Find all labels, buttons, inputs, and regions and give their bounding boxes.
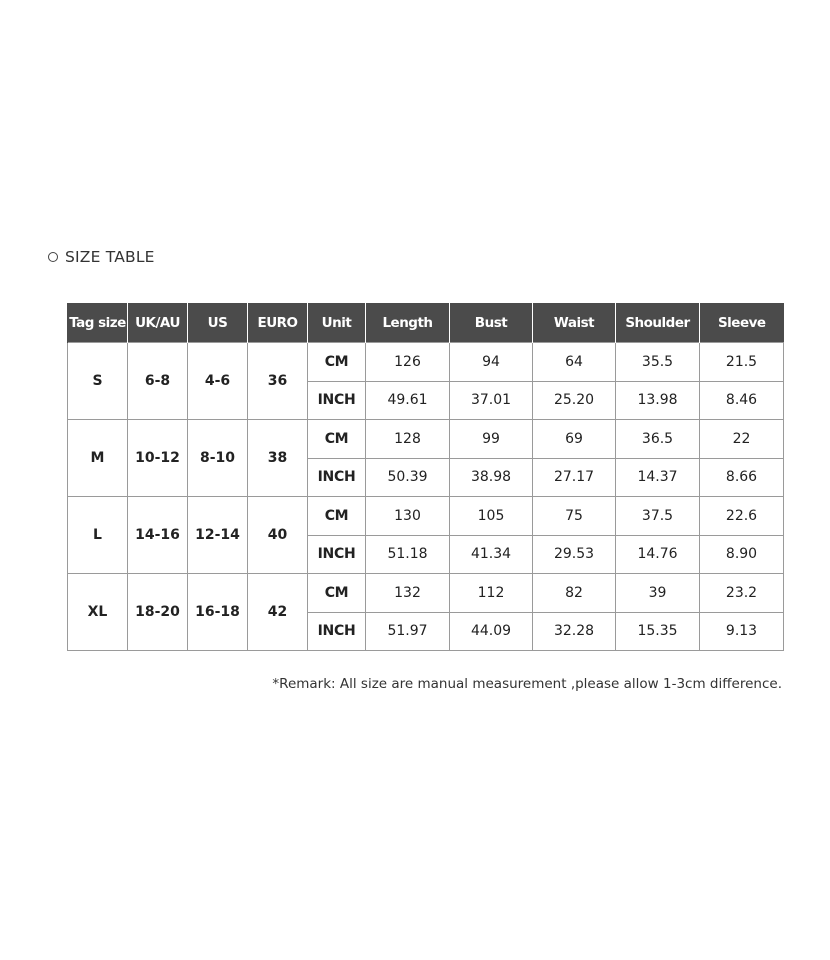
waist-cell: 82 — [533, 574, 616, 613]
sleeve-cell: 9.13 — [700, 612, 784, 651]
waist-cell: 32.28 — [533, 612, 616, 651]
header-sleeve: Sleeve — [700, 303, 784, 343]
uk-au-cell: 6-8 — [128, 343, 188, 420]
bust-cell: 112 — [450, 574, 533, 613]
table-row — [68, 343, 784, 382]
uk-au-cell: 14-16 — [128, 497, 188, 574]
length-cell: 132 — [366, 574, 450, 613]
length-cell: 50.39 — [366, 458, 450, 497]
unit-cell: CM — [308, 497, 366, 536]
length-cell: 51.18 — [366, 535, 450, 574]
bust-cell: 105 — [450, 497, 533, 536]
waist-cell: 69 — [533, 420, 616, 459]
tag-size-cell: XL — [68, 574, 128, 651]
header-unit: Unit — [308, 303, 366, 343]
header-shoulder: Shoulder — [616, 303, 700, 343]
table-row — [68, 497, 784, 536]
euro-cell: 38 — [248, 420, 308, 497]
table-row — [68, 574, 784, 613]
waist-cell: 29.53 — [533, 535, 616, 574]
shoulder-cell: 13.98 — [616, 381, 700, 420]
title-text: SIZE TABLE — [65, 248, 155, 266]
length-cell: 128 — [366, 420, 450, 459]
unit-cell: CM — [308, 574, 366, 613]
bust-cell: 41.34 — [450, 535, 533, 574]
tag-size-cell: L — [68, 497, 128, 574]
sleeve-cell: 8.46 — [700, 381, 784, 420]
uk-au-cell: 18-20 — [128, 574, 188, 651]
header-waist: Waist — [533, 303, 616, 343]
header-euro: EURO — [248, 303, 308, 343]
header-row — [68, 303, 784, 343]
sleeve-cell: 23.2 — [700, 574, 784, 613]
header-tag-size: Tag size — [68, 303, 128, 343]
bust-cell: 99 — [450, 420, 533, 459]
euro-cell: 40 — [248, 497, 308, 574]
shoulder-cell: 35.5 — [616, 343, 700, 382]
header-bust: Bust — [450, 303, 533, 343]
bust-cell: 44.09 — [450, 612, 533, 651]
euro-cell: 42 — [248, 574, 308, 651]
unit-cell: INCH — [308, 535, 366, 574]
bust-cell: 37.01 — [450, 381, 533, 420]
waist-cell: 27.17 — [533, 458, 616, 497]
waist-cell: 64 — [533, 343, 616, 382]
size-table — [67, 303, 784, 651]
unit-cell: CM — [308, 343, 366, 382]
unit-cell: INCH — [308, 458, 366, 497]
size-table-title — [48, 248, 155, 266]
circle-bullet-icon — [48, 252, 58, 262]
header-length: Length — [366, 303, 450, 343]
shoulder-cell: 36.5 — [616, 420, 700, 459]
unit-cell: CM — [308, 420, 366, 459]
shoulder-cell: 14.37 — [616, 458, 700, 497]
length-cell: 130 — [366, 497, 450, 536]
tag-size-cell: M — [68, 420, 128, 497]
bust-cell: 38.98 — [450, 458, 533, 497]
length-cell: 126 — [366, 343, 450, 382]
sleeve-cell: 22.6 — [700, 497, 784, 536]
waist-cell: 75 — [533, 497, 616, 536]
remark-note: *Remark: All size are manual measurement ,please allow 1-3cm difference. — [272, 676, 782, 692]
sleeve-cell: 8.90 — [700, 535, 784, 574]
unit-cell: INCH — [308, 381, 366, 420]
header-uk-au: UK/AU — [128, 303, 188, 343]
us-cell: 8-10 — [188, 420, 248, 497]
shoulder-cell: 39 — [616, 574, 700, 613]
us-cell: 12-14 — [188, 497, 248, 574]
shoulder-cell: 14.76 — [616, 535, 700, 574]
waist-cell: 25.20 — [533, 381, 616, 420]
sleeve-cell: 8.66 — [700, 458, 784, 497]
table-row — [68, 420, 784, 459]
bust-cell: 94 — [450, 343, 533, 382]
uk-au-cell: 10-12 — [128, 420, 188, 497]
length-cell: 49.61 — [366, 381, 450, 420]
shoulder-cell: 15.35 — [616, 612, 700, 651]
euro-cell: 36 — [248, 343, 308, 420]
unit-cell: INCH — [308, 612, 366, 651]
tag-size-cell: S — [68, 343, 128, 420]
length-cell: 51.97 — [366, 612, 450, 651]
us-cell: 4-6 — [188, 343, 248, 420]
sleeve-cell: 22 — [700, 420, 784, 459]
sleeve-cell: 21.5 — [700, 343, 784, 382]
shoulder-cell: 37.5 — [616, 497, 700, 536]
header-us: US — [188, 303, 248, 343]
us-cell: 16-18 — [188, 574, 248, 651]
